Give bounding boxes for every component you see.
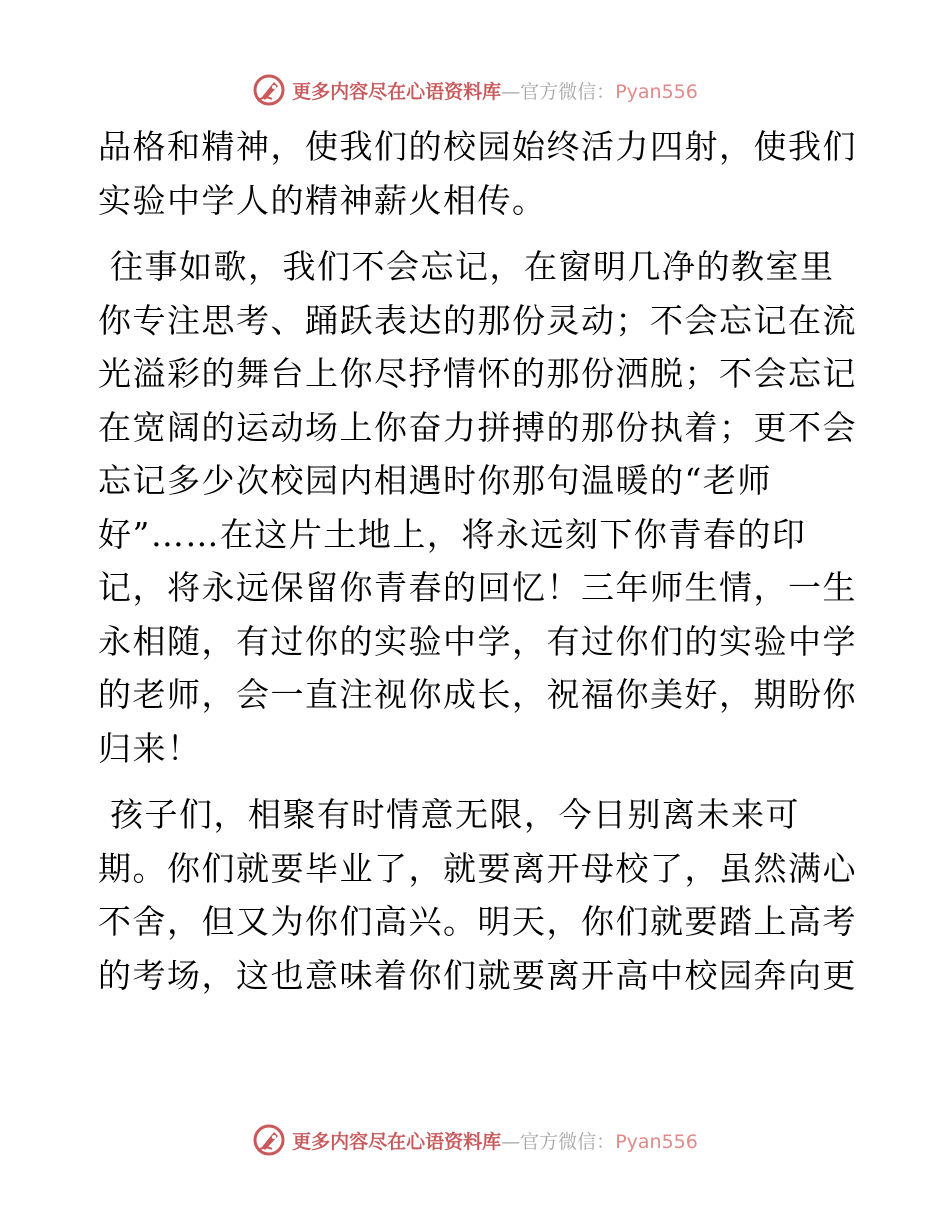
pen-nib-circle-logo-icon (252, 73, 286, 107)
p2-line-7: 记，将永远保留你青春的回忆！三年师生情，一生 (98, 568, 857, 607)
p2-line-1: 往事如歌，我们不会忘记，在窗明几净的教室里 (98, 247, 835, 286)
header-text (292, 77, 698, 104)
footer-brand: 更多内容尽在心语资料库 (292, 1130, 502, 1153)
p3-line-3: 不舍，但又为你们高兴。明天，你们就要踏上高考 (98, 902, 857, 941)
p2-line-5: 忘记多少次校园内相遇时你那句温暖的“老师 (98, 461, 772, 500)
p3-line-1: 孩子们，相聚有时情意无限，今日别离未来可 (98, 795, 800, 834)
p2-line-4: 在宽阔的运动场上你奋力拼搏的那份执着；更不会 (98, 407, 857, 447)
footer-banner (0, 1120, 950, 1160)
header-banner (0, 70, 950, 110)
document-body (98, 120, 858, 1002)
p1-line-1: 品格和精神，使我们的校园始终活力四射，使我们 (98, 127, 857, 166)
p2-line-10: 归来！ (98, 728, 202, 768)
footer-text (292, 1127, 698, 1154)
paragraph-2 (98, 240, 858, 775)
paragraph-1 (98, 120, 858, 227)
p2-line-2: 你专注思考、踊跃表达的那份灵动；不会忘记在流 (98, 300, 857, 340)
header-dash: — (501, 80, 521, 103)
p3-line-2: 期。你们就要毕业了，就要离开母校了，虽然满心 (98, 848, 857, 888)
p2-line-6: 好”……在这片土地上，将永远刻下你青春的印 (98, 514, 807, 554)
footer-wechat-id: Pyan556 (615, 1130, 698, 1153)
header-brand: 更多内容尽在心语资料库 (292, 80, 502, 103)
p2-line-9: 的老师，会一直注视你成长，祝福你美好，期盼你 (98, 675, 857, 714)
footer-dash: — (501, 1130, 521, 1153)
p3-line-4: 的考场，这也意味着你们就要离开高中校园奔向更 (98, 955, 857, 995)
p2-line-8: 永相随，有过你的实验中学，有过你们的实验中学 (98, 621, 857, 661)
header-wechat-id: Pyan556 (615, 80, 698, 103)
pen-nib-circle-logo-icon (252, 1123, 286, 1157)
header-wechat-label: 官方微信： (520, 80, 616, 103)
footer-wechat-label: 官方微信： (520, 1130, 616, 1153)
paragraph-3 (98, 788, 858, 1002)
p2-line-3: 光溢彩的舞台上你尽抒情怀的那份洒脱；不会忘记 (98, 354, 857, 393)
p1-line-2: 实验中学人的精神薪火相传。 (98, 180, 547, 220)
